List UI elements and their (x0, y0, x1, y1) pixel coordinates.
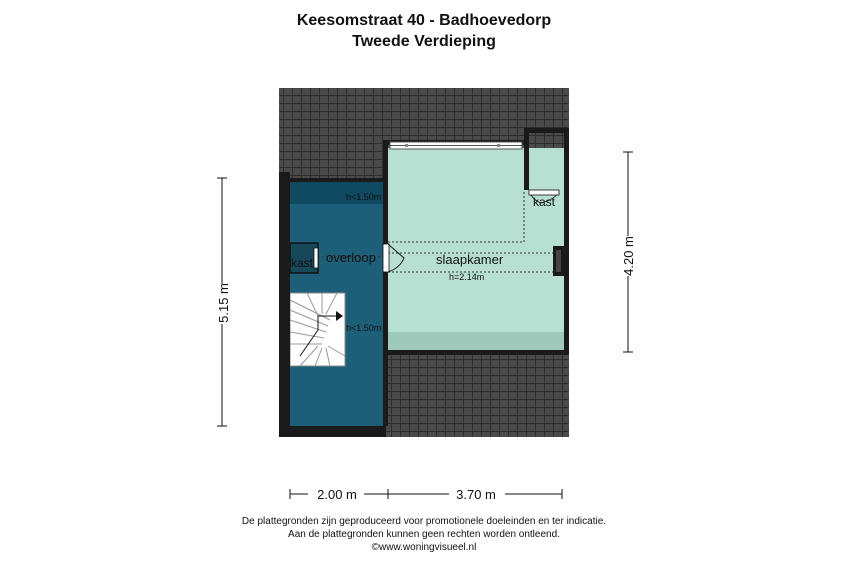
plan-subtitle: Tweede Verdieping (352, 33, 496, 50)
slaapkamer-room (388, 148, 564, 352)
disclaimer-line-2: Aan de plattegronden kunnen geen rechten worden ontleend. (288, 529, 560, 540)
kast-left-label: kast (291, 256, 314, 270)
dimension-bottom-left: 2.00 m (317, 487, 357, 502)
height-note-bottom: h<1.50m (346, 323, 382, 333)
height-note-top: h<1.50m (346, 192, 382, 202)
slaapkamer-label: slaapkamer (436, 252, 504, 267)
overloop-label: overloop (326, 250, 376, 265)
slaapkamer-height: h=2.14m (449, 272, 485, 282)
copyright: ©www.woningvisueel.nl (371, 542, 477, 553)
kast-right-label: kast (533, 195, 556, 209)
disclaimer-line-1: De plattegronden zijn geproduceerd voor promotionele doeleinden en ter indicatie. (241, 516, 607, 527)
slaapkamer-low-zone-bottom (388, 332, 564, 352)
dimension-right-height: 4.20 m (621, 236, 636, 276)
roof-bottom-right (386, 354, 569, 437)
plan-title: Keesomstraat 40 - Badhoevedorp (296, 12, 552, 29)
dimension-left-height: 5.15 m (216, 283, 231, 323)
kast-left-door (314, 248, 318, 268)
dimension-bottom-right: 3.70 m (456, 487, 496, 502)
